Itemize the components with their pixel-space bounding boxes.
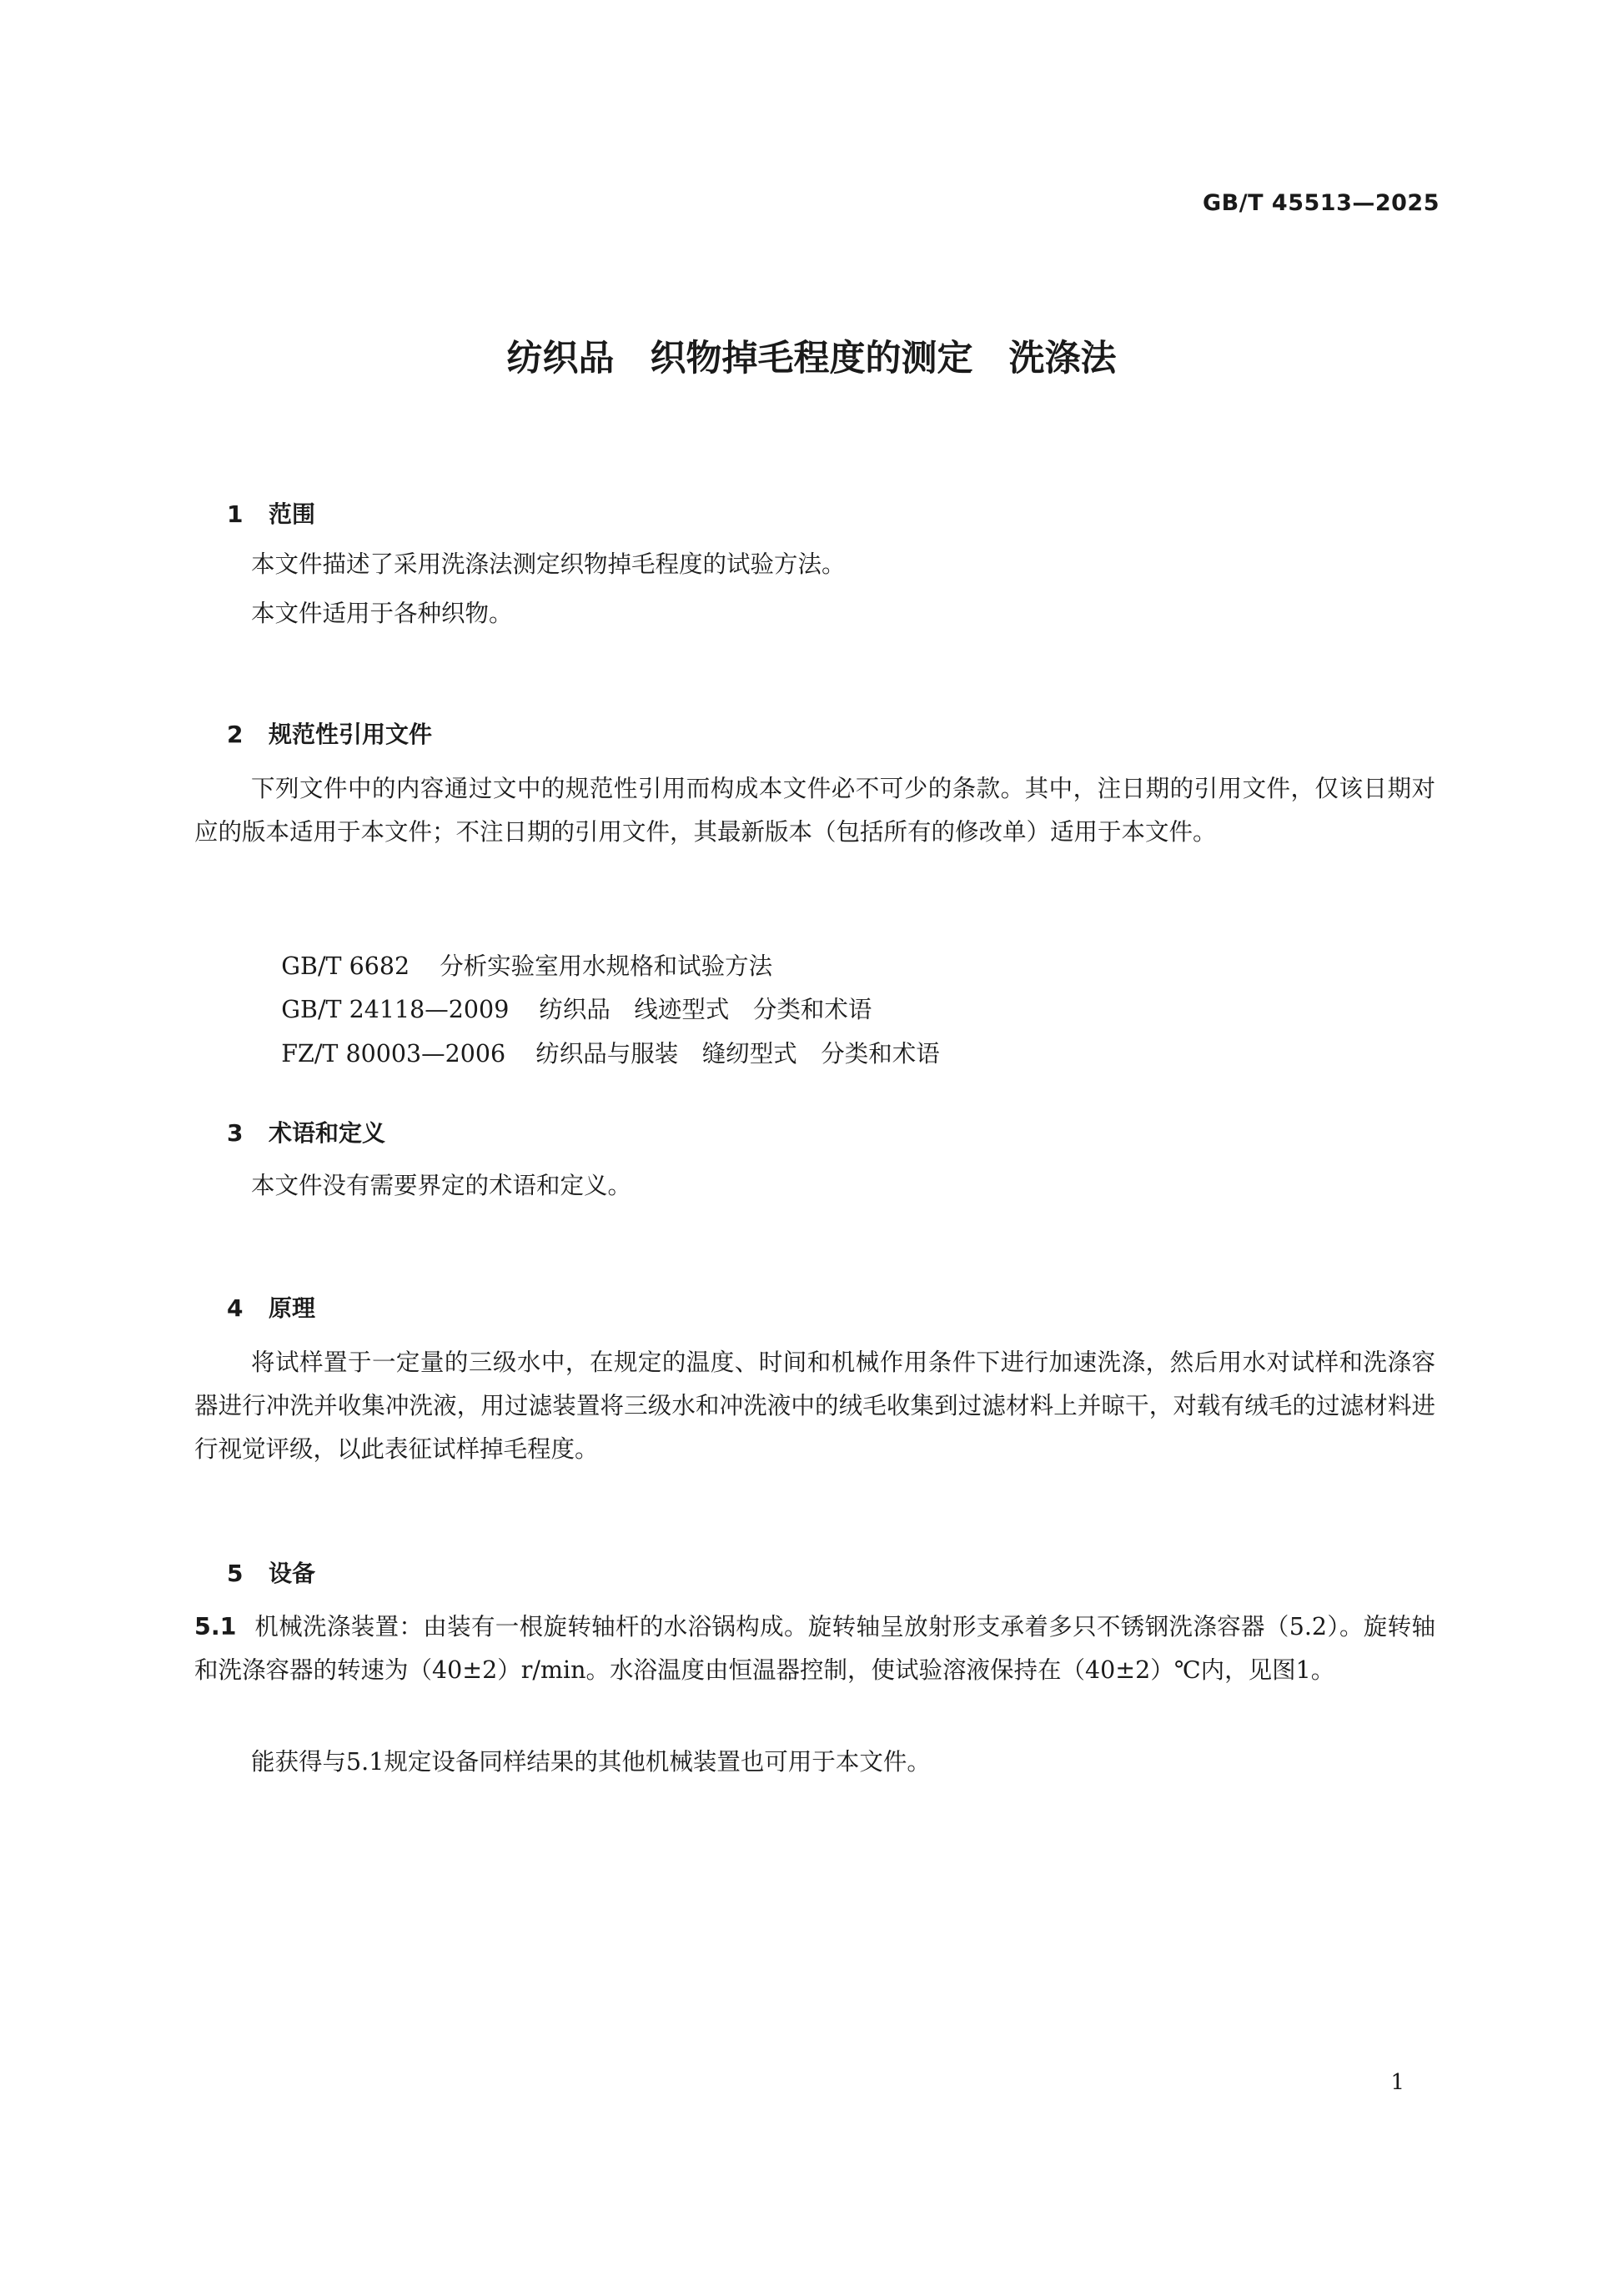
principle-paragraph: 将试样置于一定量的三级水中，在规定的温度、时间和机械作用条件下进行加速洗涤，然后用水对试样和洗涤容器进行冲洗并收集冲洗液，用过滤装置将三级水和冲洗液中的绒毛收集到过滤材料上并晾干，对载有绒毛的过滤材料进行视觉评级，以此表征试样掉毛程度。 xyxy=(194,1349,1435,1463)
reference-code: FZ/T 80003—2006 xyxy=(281,1040,506,1068)
section-number: 4 xyxy=(227,1294,244,1322)
reference-code: GB/T 24118—2009 xyxy=(281,996,510,1023)
clause-number: 5.1 xyxy=(194,1613,237,1640)
clause-5-1 xyxy=(194,1605,1435,1692)
section-number: 3 xyxy=(227,1119,244,1147)
normative-references-intro: 下列文件中的内容通过文中的规范性引用而构成本文件必不可少的条款。其中，注日期的引用文件，仅该日期对应的版本适用于本文件；不注日期的引用文件，其最新版本（包括所有的修改单）适用于本文件。 xyxy=(194,775,1435,846)
section-title: 规范性引用文件 xyxy=(269,721,433,748)
section-4-heading xyxy=(194,1263,315,1351)
section-number: 1 xyxy=(227,500,244,528)
scope-paragraph-2: 本文件适用于各种织物。 xyxy=(251,600,513,627)
clause-text: 机械洗涤装置：由装有一根旋转轴杆的水浴锅构成。旋转轴呈放射形支承着多只不锈钢洗涤容器（5.2）。旋转轴和洗涤容器的转速为（40±2）r/min。水浴温度由恒温器控制，使试验溶液保持在（40±2）℃内，见图1。 xyxy=(194,1613,1435,1684)
section-2-heading xyxy=(194,689,432,777)
section-5-heading xyxy=(194,1528,315,1616)
equipment-note-paragraph: 能获得与5.1规定设备同样结果的其他机械装置也可用于本文件。 xyxy=(251,1748,931,1776)
section-number: 2 xyxy=(227,721,244,748)
document-title: 纺织品 织物掉毛程度的测定 洗涤法 xyxy=(506,338,1117,379)
section-3-heading xyxy=(194,1088,385,1176)
standard-code: GB/T 45513—2025 xyxy=(1203,190,1440,216)
reference-code: GB/T 6682 xyxy=(281,952,410,980)
reference-title: 纺织品 线迹型式 分类和术语 xyxy=(539,996,872,1023)
reference-title: 分析实验室用水规格和试验方法 xyxy=(440,952,773,980)
scope-paragraph-1: 本文件描述了采用洗涤法测定织物掉毛程度的试验方法。 xyxy=(251,550,846,578)
reference-title: 纺织品与服装 缝纫型式 分类和术语 xyxy=(535,1040,940,1068)
section-number: 5 xyxy=(227,1560,244,1587)
section-title: 范围 xyxy=(269,500,316,528)
terms-paragraph: 本文件没有需要界定的术语和定义。 xyxy=(251,1172,632,1199)
section-title: 设备 xyxy=(269,1560,316,1587)
section-title: 原理 xyxy=(269,1294,316,1322)
section-title: 术语和定义 xyxy=(269,1119,386,1147)
page-number: 1 xyxy=(1390,2070,1404,2095)
